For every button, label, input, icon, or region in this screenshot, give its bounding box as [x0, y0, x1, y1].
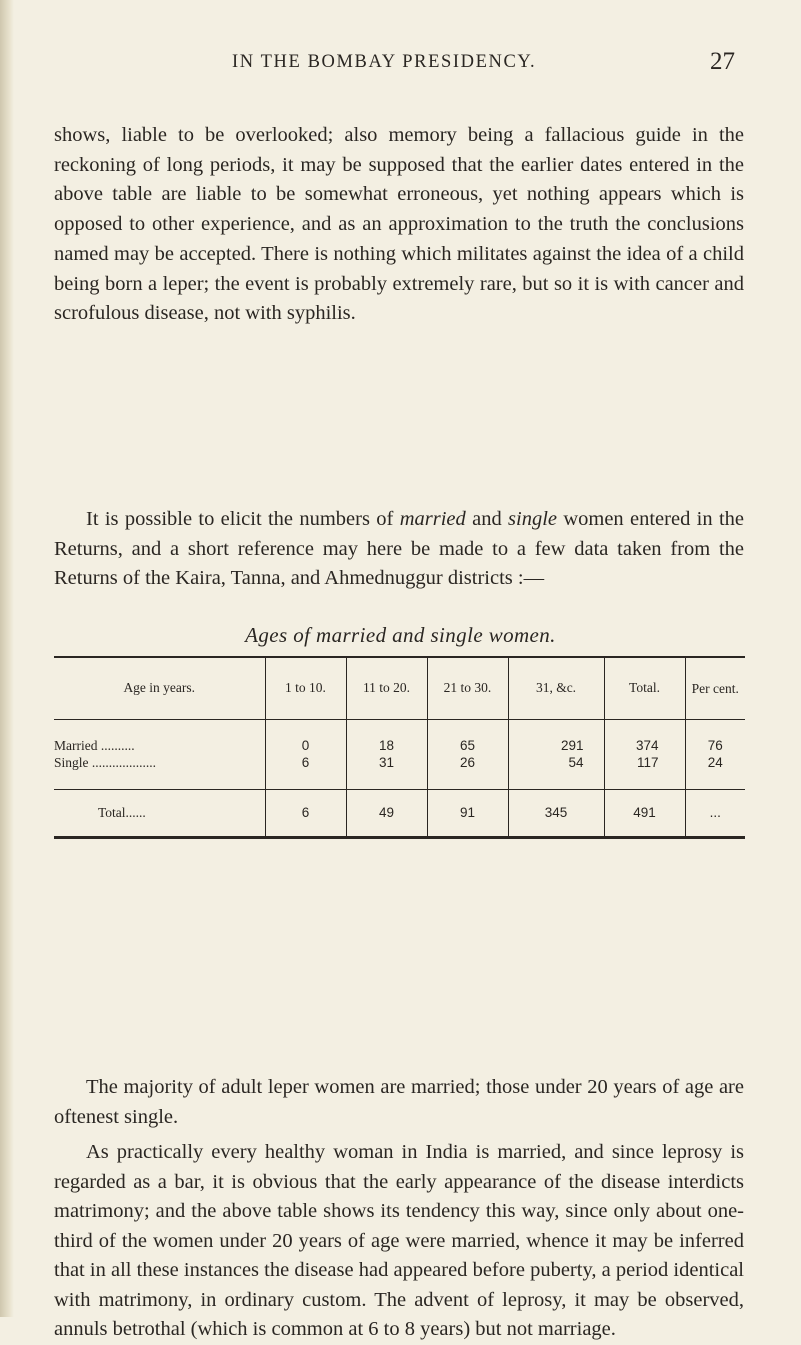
col-header-31: 31, &c. [508, 657, 604, 719]
single-per-cent: 24 [707, 755, 723, 770]
married-1-10: 0 [301, 738, 310, 753]
married-31: 291 [560, 738, 584, 753]
col-header-total: Total. [604, 657, 685, 719]
cell-21-30 [427, 719, 508, 789]
running-head [0, 50, 801, 82]
table-total-row [54, 789, 745, 837]
single-total: 117 [636, 755, 659, 770]
paragraph-2-text-b: and [465, 508, 509, 530]
cell-11-20 [346, 719, 427, 789]
cell-1-10 [265, 719, 346, 789]
table-row [54, 719, 745, 789]
paragraph-2-text-c: women entered in the Returns, and a short reference may here be made to a few data taken from the Returns of the Kaira, Tanna, and Ahmednuggur districts :— [54, 508, 744, 590]
running-title: IN THE BOMBAY PRESIDENCY. [232, 52, 537, 72]
total-label: Total...... [54, 789, 265, 837]
col-header-per-cent: Per cent. [685, 657, 745, 719]
married-total: 374 [635, 738, 659, 753]
total-21-30: 91 [427, 789, 508, 837]
single-1-10: 6 [301, 755, 310, 770]
cell-per-cent [685, 719, 745, 789]
italic-married: married [399, 508, 466, 530]
paragraph-2-text-a: It is possible to elicit the numbers of [86, 508, 400, 530]
col-header-21-30: 21 to 30. [427, 657, 508, 719]
page-number: 27 [710, 48, 735, 75]
total-1-10: 6 [265, 789, 346, 837]
married-per-cent: 76 [707, 738, 723, 753]
col-header-age: Age in years. [54, 657, 265, 719]
col-header-1-10: 1 to 10. [265, 657, 346, 719]
ages-table [54, 656, 745, 839]
cell-total [604, 719, 685, 789]
single-31: 54 [568, 755, 584, 770]
single-21-30: 26 [459, 755, 476, 770]
col-header-11-20: 11 to 20. [346, 657, 427, 719]
total-total: 491 [604, 789, 685, 837]
total-31: 345 [508, 789, 604, 837]
paragraph-4: As practically every healthy woman in India is married, and since leprosy is regarded as a bar, it is obvious that the early appearance of the disease interdicts matrimony; and the above table shows its tendency this way, since only about one-third of the women under 20 years of age were married, whence it may be inferred that in all these instances the disease had appeared before puberty, a period identical with matrimony, in ordinary custom. The advent of leprosy, it may be observed, annuls betrothal (which is common at 6 to 8 years) but not marriage. [54, 1141, 744, 1340]
married-21-30: 65 [459, 738, 476, 753]
paragraph-3: The majority of adult leper women are married; those under 20 years of age are oftenest single. [54, 1076, 744, 1128]
row-label-single: Single ................... [54, 755, 157, 770]
paragraph-1: shows, liable to be overlooked; also memory being a fallacious guide in the reckoning of long periods, it may be supposed that the earlier dates entered in the above table are liable to be somewhat erroneous, yet nothing appears which is opposed to other experience, and as an approximation to the truth the conclusions named may be accepted. There is nothing which militates against the idea of a child being born a leper; the event is probably extremely rare, but so it is with cancer and scrofulous disease, not with syphilis. [54, 124, 744, 325]
row-label-married: Married .......... [54, 738, 135, 753]
married-11-20: 18 [378, 738, 395, 753]
total-11-20: 49 [346, 789, 427, 837]
table-header-row [54, 657, 745, 719]
single-11-20: 31 [378, 755, 395, 770]
italic-single: single [508, 508, 557, 530]
paragraph-2 [54, 505, 744, 594]
cell-31 [508, 719, 604, 789]
row-labels [54, 719, 265, 789]
table-caption: Ages of married and single women. [245, 623, 556, 647]
total-per-cent: ... [685, 789, 745, 837]
